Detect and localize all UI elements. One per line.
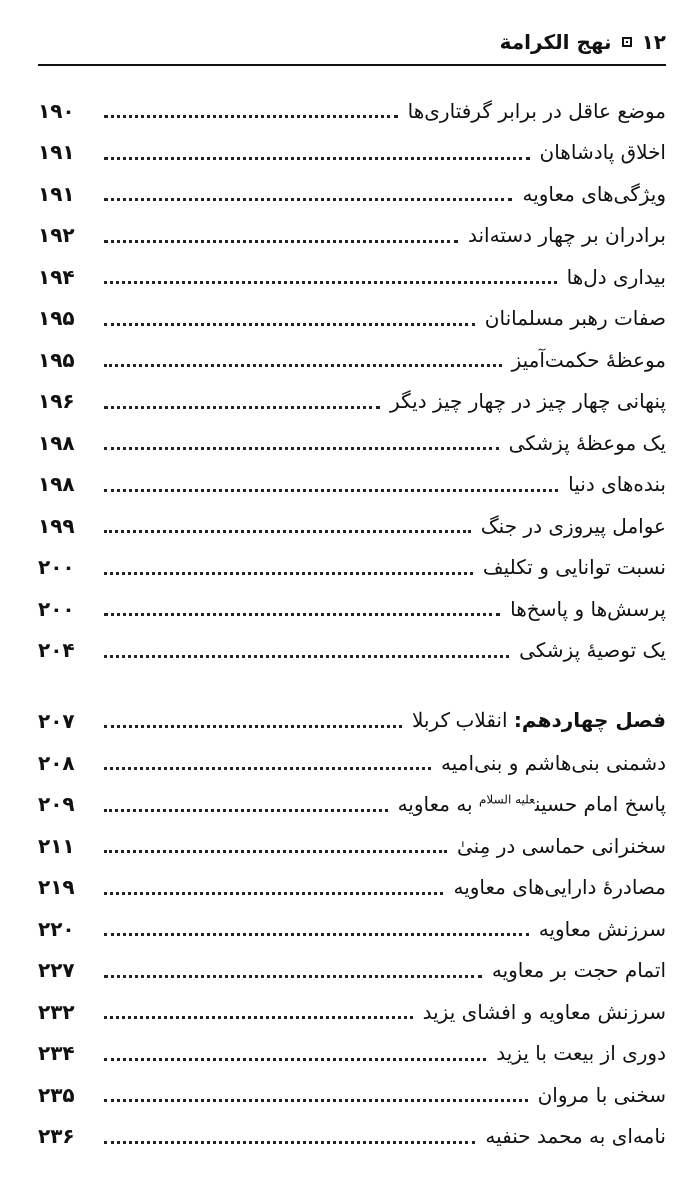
toc-row[interactable]: بیداری دل‌ها ۱۹۴ [38, 264, 666, 289]
dot-leader [104, 1016, 413, 1019]
toc-row[interactable]: موعظهٔ حکمت‌آمیز ۱۹۵ [38, 347, 666, 372]
dot-leader [104, 1141, 475, 1144]
dot-leader [104, 406, 380, 409]
toc-row[interactable]: پنهانی چهار چیز در چهار چیز دیگر ۱۹۶ [38, 389, 666, 414]
toc-section-2 [38, 742, 666, 1157]
chapter-row[interactable] [38, 700, 666, 742]
chapter-label: فصل چهاردهم: [513, 708, 666, 733]
toc-row[interactable]: سرزنش معاویه و افشای یزید ۲۳۲ [38, 999, 666, 1024]
dot-leader [104, 892, 443, 895]
dot-leader [104, 240, 458, 243]
toc-row[interactable]: سرزنش معاویه ۲۲۰ [38, 916, 666, 941]
chapter-page: ۲۰۷ [38, 708, 75, 733]
toc-row[interactable]: پاسخ امام حسین$^{علیه السلام}$ به معاویه ۲۰۹ [38, 792, 666, 817]
dot-leader [104, 850, 447, 853]
dot-leader [104, 933, 529, 936]
dot-leader [104, 1058, 486, 1061]
dot-leader [104, 1099, 528, 1102]
dot-leader [104, 572, 473, 575]
dot-leader [104, 323, 475, 326]
book-title: نهج الکرامة [499, 30, 612, 54]
toc-row[interactable]: برادران بر چهار دسته‌اند ۱۹۲ [38, 223, 666, 248]
dot-leader [104, 489, 558, 492]
blessing-text: علیه السلام [479, 792, 535, 807]
toc-row[interactable]: موضع عاقل در برابر گرفتاری‌ها ۱۹۰ [38, 98, 666, 123]
toc-row[interactable]: نسبت توانایی و تکلیف ۲۰۰ [38, 555, 666, 580]
toc-row[interactable]: سخنی با مروان ۲۳۵ [38, 1082, 666, 1107]
dot-leader [104, 115, 398, 118]
toc-row[interactable]: دوری از بیعت با یزید ۲۳۴ [38, 1041, 666, 1066]
dot-leader [104, 447, 499, 450]
toc-row[interactable]: اتمام حجت بر معاویه ۲۲۷ [38, 958, 666, 983]
dot-leader [104, 281, 557, 284]
page-header [38, 24, 666, 66]
chapter-subtitle: انقلاب کربلا [411, 710, 508, 733]
toc-row[interactable]: اخلاق پادشاهان ۱۹۱ [38, 140, 666, 165]
page-number: ۱۲ [641, 30, 666, 54]
dot-leader [104, 613, 500, 616]
toc-section-1 [38, 90, 666, 671]
toc-row[interactable]: صفات رهبر مسلمانان ۱۹۵ [38, 306, 666, 331]
dot-leader [104, 655, 509, 658]
dot-leader [104, 809, 388, 812]
dot-leader [104, 157, 530, 160]
toc-row[interactable]: نامه‌ای به محمد حنفیه ۲۳۶ [38, 1124, 666, 1149]
dot-leader [104, 767, 431, 770]
toc-row[interactable]: بنده‌های دنیا ۱۹۸ [38, 472, 666, 497]
dot-leader [104, 364, 502, 367]
dot-leader [104, 725, 402, 728]
toc-row[interactable]: یک موعظهٔ پزشکی ۱۹۸ [38, 430, 666, 455]
toc-row[interactable]: یک توصیهٔ پزشکی ۲۰۴ [38, 638, 666, 663]
toc-row[interactable]: پرسش‌ها و پاسخ‌ها ۲۰۰ [38, 596, 666, 621]
toc-row[interactable]: عوامل پیروزی در جنگ ۱۹۹ [38, 513, 666, 538]
toc-row[interactable]: مصادرهٔ دارایی‌های معاویه ۲۱۹ [38, 875, 666, 900]
toc-row[interactable]: دشمنی بنی‌هاشم و بنی‌امیه ۲۰۸ [38, 750, 666, 775]
chapter-heading-row [38, 700, 666, 742]
dot-leader [104, 975, 482, 978]
dot-leader [104, 198, 512, 201]
toc-row[interactable]: سخنرانی حماسی در مِنیٰ ۲۱۱ [38, 833, 666, 858]
toc-row[interactable]: ویژگی‌های معاویه ۱۹۱ [38, 181, 666, 206]
square-ornament-icon [622, 37, 632, 47]
dot-leader [104, 530, 471, 533]
